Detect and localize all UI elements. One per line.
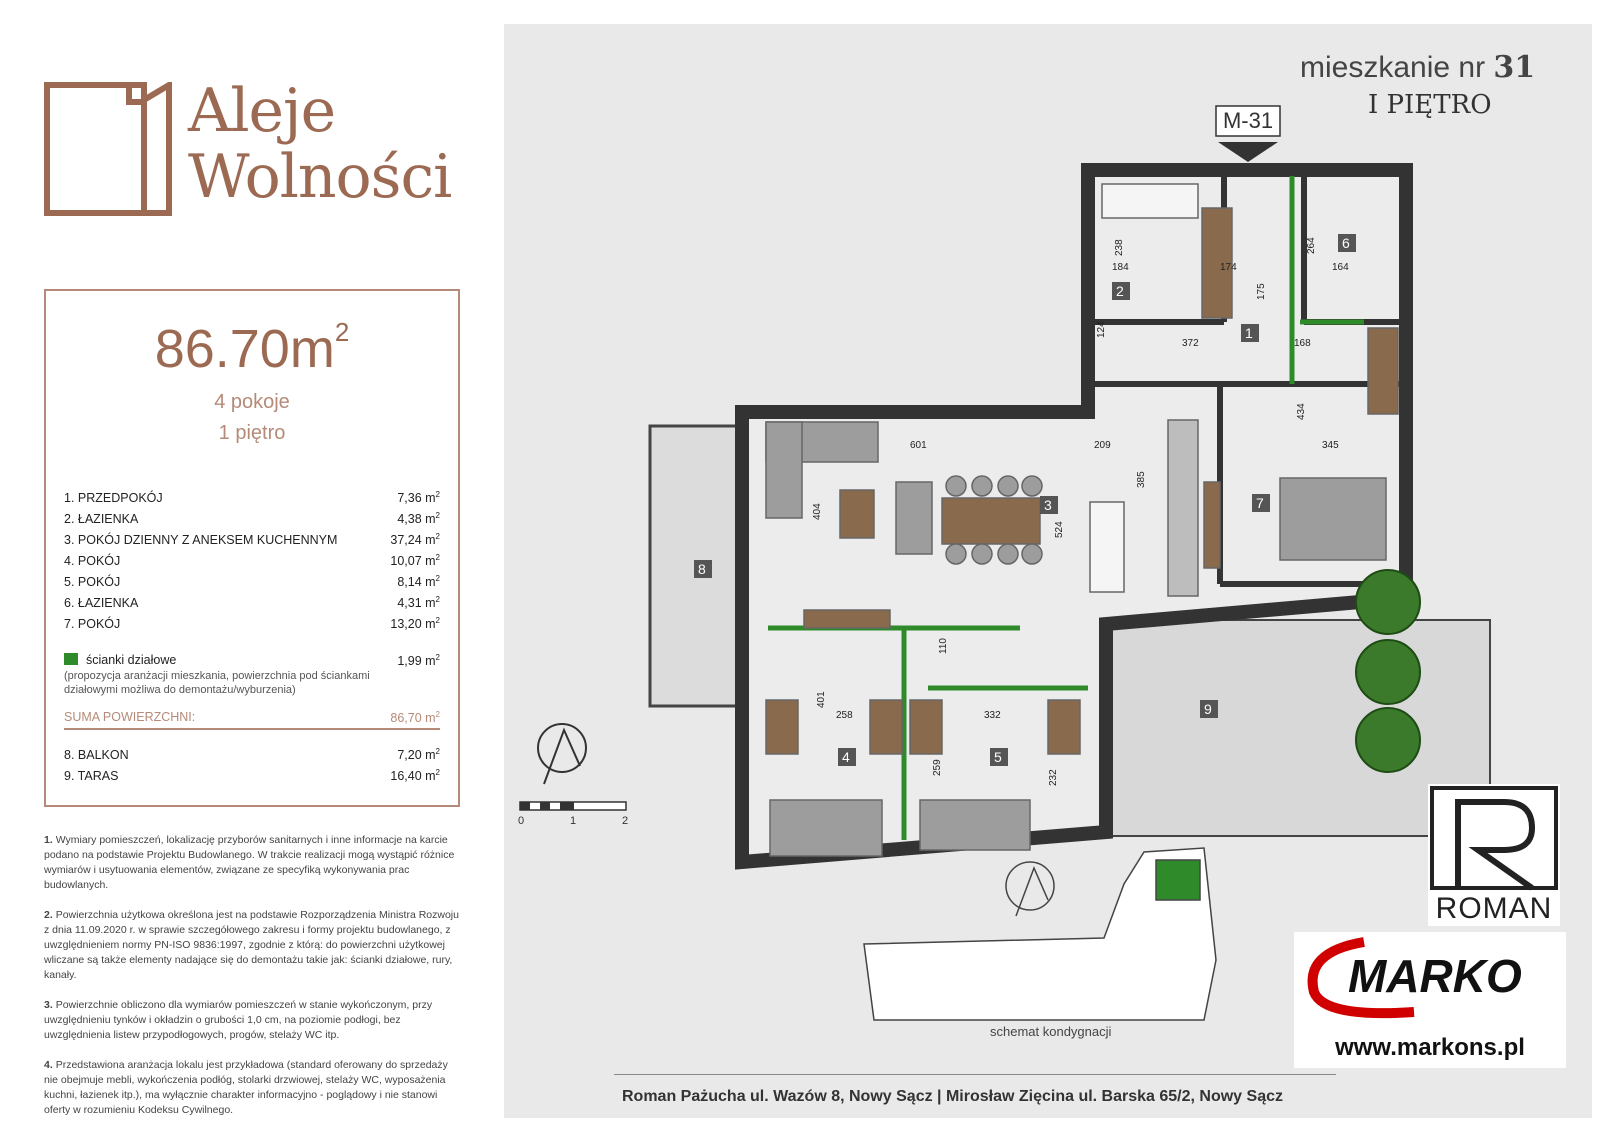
dimension-label: 345	[1322, 440, 1339, 451]
room-label: 5. POKÓJ	[64, 574, 121, 589]
room-number-1: 1	[1245, 325, 1253, 341]
dimension-label: 332	[984, 710, 1001, 721]
roman-mark-icon	[1428, 784, 1560, 892]
room-area-value: 4,31 m	[397, 596, 436, 610]
total-area-value: 86.70m	[154, 319, 335, 379]
outdoor-area-value: 16,40 m	[390, 769, 436, 783]
walls-label: ścianki działowe	[86, 653, 177, 667]
dimension-label: 401	[816, 691, 827, 708]
room-area	[397, 490, 440, 505]
room-label: 7. POKÓJ	[64, 616, 121, 631]
outdoor-area-unit: 2	[435, 747, 440, 756]
room-area-unit: 2	[435, 490, 440, 499]
dimension-label: 168	[1294, 338, 1311, 349]
dimension-label: 175	[1256, 283, 1267, 300]
room-row	[64, 613, 440, 634]
room-area	[397, 595, 440, 610]
dimension-label: 164	[1332, 262, 1349, 273]
room-area-value: 7,36 m	[397, 491, 436, 505]
outdoor-label: 9. TARAS	[64, 768, 119, 783]
footnote-number: 4.	[44, 1059, 53, 1071]
footnotes	[44, 833, 464, 1133]
room-number-5: 5	[994, 749, 1002, 765]
dimension-label: 110	[938, 638, 949, 654]
room-area-value: 10,07 m	[390, 554, 436, 568]
room-area-value: 8,14 m	[397, 575, 436, 589]
marko-url: www.markons.pl	[1335, 1034, 1525, 1061]
room-area-unit: 2	[435, 595, 440, 604]
room-area-unit: 2	[435, 574, 440, 583]
dimension-label: 601	[910, 440, 927, 451]
marko-logo	[1294, 932, 1566, 1068]
outdoor-area-value: 7,20 m	[397, 748, 436, 762]
footnote-text: Wymiary pomieszczeń, lokalizację przyborów sanitarnych i inne informacje na karcie podano na podstawie Projektu Budowlanego. W trakcie realizacji mogą wystąpić różnice wymiarów i usytuowania elementów, związane ze specyfiką wykonywania prac budowlanych.	[44, 834, 455, 891]
roman-text: ROMAN	[1435, 892, 1553, 925]
room-row	[64, 487, 440, 508]
room-label: 4. POKÓJ	[64, 553, 121, 568]
footnote	[44, 998, 464, 1043]
floor-title: I PIĘTRO	[1368, 90, 1492, 120]
marko-mark-icon	[1294, 932, 1566, 1024]
apartment-number: 31	[1493, 50, 1536, 85]
room-area	[390, 553, 440, 568]
outdoor-row	[64, 744, 440, 765]
dimension-label: 124	[1096, 321, 1107, 338]
dimension-label: 174	[1220, 262, 1237, 273]
brand-name	[188, 78, 451, 210]
footnote-text: Przedstawiona aranżacja lokalu jest przykładowa (standard oferowany do sprzedaży nie obejmuje mebli, wykończenia podłóg, stolarki drzwiowej, stelaży WC, wyposażenia kuchni, łazienek itp.), ma wyłącznie charakter informacyjno - poglądowy i nie stanowi oferty w rozumieniu Kodeksu Cywilnego.	[44, 1059, 448, 1116]
scale-bar	[518, 802, 628, 827]
partition-walls	[64, 651, 440, 697]
rooms-count: 4 pokoje	[214, 391, 290, 413]
total-area-unit: 2	[334, 317, 350, 347]
dimension-label: 434	[1296, 403, 1307, 420]
dimension-label: 258	[836, 710, 853, 721]
room-area	[390, 532, 440, 547]
room-number-7: 7	[1256, 495, 1264, 511]
outdoor-list	[64, 744, 440, 786]
scale-label-2: 2	[622, 815, 629, 827]
dimension-label: 372	[1182, 338, 1199, 349]
outdoor-area-unit: 2	[435, 768, 440, 777]
dimension-label: 524	[1054, 521, 1065, 538]
sum-unit: 2	[435, 709, 440, 719]
walls-area-value: 1,99 m	[397, 653, 436, 668]
brand-logo	[44, 78, 474, 218]
dimension-label: 184	[1112, 262, 1129, 273]
walls-note: (propozycja aranżacji mieszkania, powierzchnia pod ściankami działowymi możliwa do demontażu/wyburzenia)	[64, 670, 370, 696]
dimension-label: 238	[1114, 239, 1125, 256]
outdoor-area	[397, 747, 440, 762]
room-label: 6. ŁAZIENKA	[64, 595, 139, 610]
floor-label: 1 piętro	[218, 422, 286, 444]
footnote-number: 3.	[44, 999, 53, 1011]
footnote	[44, 833, 464, 893]
outdoor-label: 8. BALKON	[64, 747, 129, 762]
room-area	[390, 616, 440, 631]
dimension-label: 259	[932, 759, 943, 776]
north-arrow-icon	[538, 724, 586, 784]
room-area-value: 13,20 m	[390, 617, 436, 631]
room-label: 3. POKÓJ DZIENNY Z ANEKSEM KUCHENNYM	[64, 532, 338, 547]
total-area	[46, 317, 458, 380]
room-row	[64, 529, 440, 550]
brand-line2: Wolności	[188, 142, 452, 212]
dimension-label: 385	[1136, 471, 1147, 488]
dimension-label: 264	[1306, 237, 1317, 254]
scale-label-0: 0	[518, 815, 525, 827]
room-number-3: 3	[1044, 497, 1052, 513]
room-area-unit: 2	[435, 553, 440, 562]
room-number-6: 6	[1342, 235, 1350, 251]
scale-label-1: 1	[570, 815, 577, 827]
room-area-unit: 2	[435, 532, 440, 541]
sum-label: SUMA POWIERZCHNI:	[64, 710, 196, 724]
tree-icon	[1356, 570, 1420, 772]
entry-tag-text: M-31	[1222, 108, 1274, 133]
green-legend-icon	[64, 653, 78, 665]
footer-contact: Roman Pażucha ul. Wazów 8, Nowy Sącz | Mirosław Zięcina ul. Barska 65/2, Nowy Sącz	[622, 1088, 1283, 1105]
sum-value: 86,70 m	[390, 710, 436, 725]
dimension-label: 404	[812, 503, 823, 520]
brand-mark-icon	[44, 82, 172, 216]
room-row	[64, 592, 440, 613]
roman-logo	[1428, 784, 1560, 926]
room-row	[64, 571, 440, 592]
apartment-title-prefix: mieszkanie nr	[1300, 51, 1494, 84]
outdoor-area	[390, 768, 440, 783]
footnote-text: Powierzchnia użytkowa określona jest na podstawie Rozporządzenia Ministra Rozwoju z dnia 11.09.2020 r. w sprawie szczegółowego zakresu i formy projektu budowlanego, z uwzględnieniem normy PN-ISO 9836:1997, zgodnie z którą: do powierzchni użytkowej wliczane są także elementy nadające się do demontażu takie jak: ścianki działowe, rury, kanały.	[44, 909, 459, 981]
room-number-8: 8	[698, 561, 706, 577]
brand-line1: Aleje	[188, 76, 336, 146]
entry-tag	[1216, 106, 1280, 162]
footnote	[44, 1058, 464, 1118]
room-row	[64, 508, 440, 529]
walls-area-unit: 2	[435, 652, 440, 662]
room-list	[64, 487, 440, 634]
marko-wordmark: MARKO	[1348, 950, 1522, 1002]
footnote-number: 1.	[44, 834, 53, 846]
room-area	[397, 511, 440, 526]
room-area-unit: 2	[435, 616, 440, 625]
floor-scheme	[864, 848, 1216, 1020]
room-label: 1. PRZEDPOKÓJ	[64, 490, 163, 505]
scheme-label: schemat kondygnacji	[990, 1024, 1112, 1039]
room-area-value: 37,24 m	[390, 533, 436, 547]
footnote-number: 2.	[44, 909, 53, 921]
room-label: 2. ŁAZIENKA	[64, 511, 139, 526]
sum-row	[64, 710, 440, 730]
room-row	[64, 550, 440, 571]
room-number-4: 4	[842, 749, 850, 765]
footnote-text: Powierzchnie obliczono dla wymiarów pomieszczeń w stanie wykończonym, przy uwzględnieniu tynków i okładzin o grubości 1,0 cm, na poziomie podłogi, bez uwzględnienia listew przypodłogowych, progów, stelaży WC itp.	[44, 999, 433, 1041]
dimension-label: 209	[1094, 440, 1111, 451]
summary-box	[44, 289, 460, 807]
walls-row	[64, 651, 440, 669]
room-number-2: 2	[1116, 283, 1124, 299]
room-area-unit: 2	[435, 511, 440, 520]
dimension-label: 232	[1048, 769, 1059, 786]
outdoor-row	[64, 765, 440, 786]
room-area-value: 4,38 m	[397, 512, 436, 526]
room-area	[397, 574, 440, 589]
walls-area	[397, 653, 440, 668]
footer-divider	[614, 1074, 1336, 1075]
room-number-9: 9	[1204, 701, 1212, 717]
footnote	[44, 908, 464, 983]
